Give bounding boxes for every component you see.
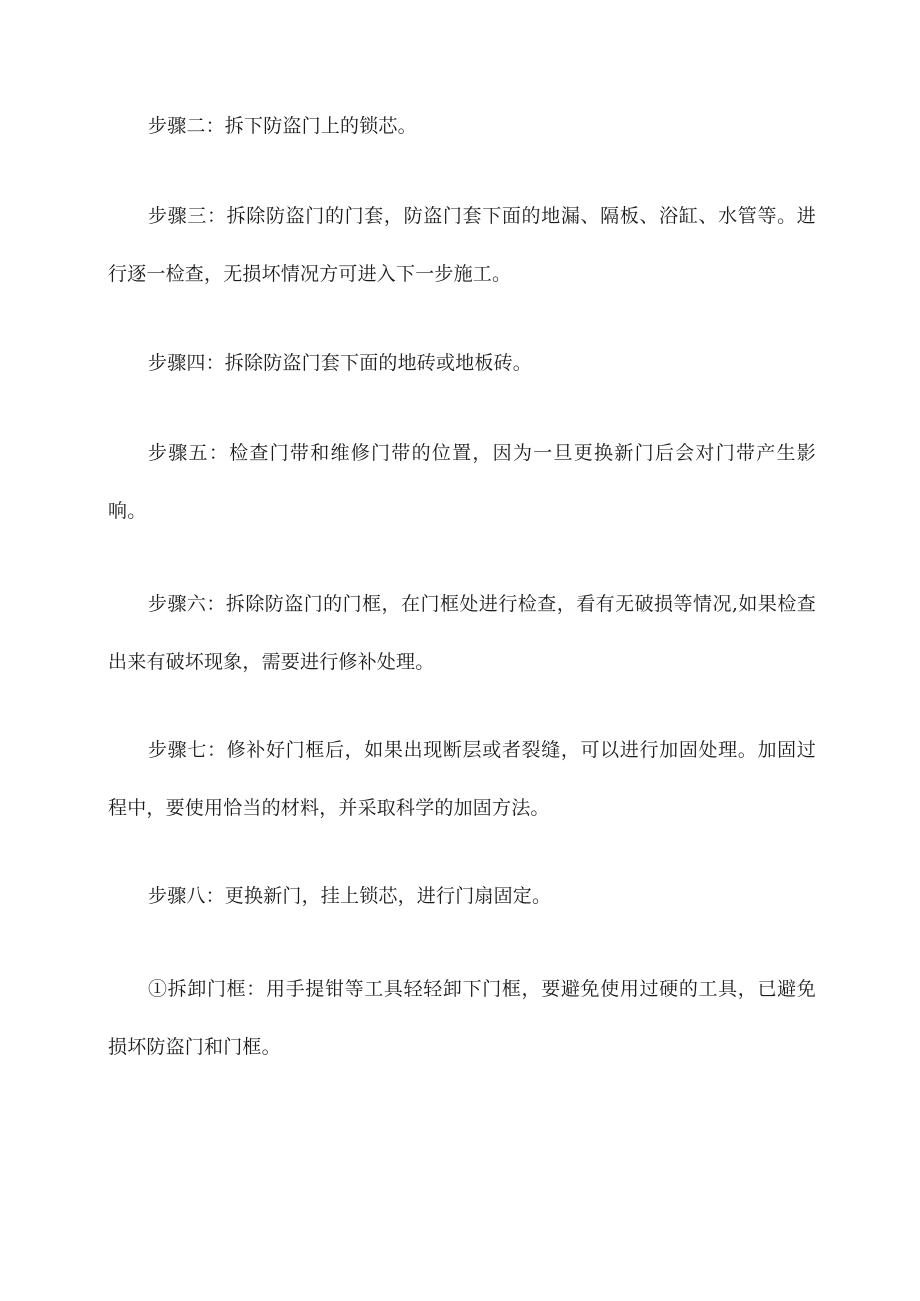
step-3-paragraph: 步骤三：拆除防盗门的门套，防盗门套下面的地漏、隔板、浴缸、水管等。进行逐一检查，无损坏情况方可进入下一步施工。 [108,205,816,285]
step-6-paragraph: 步骤六：拆除防盗门的门框，在门框处进行检查，看有无破损等情况,如果检查出来有破坏现象，需要进行修补处理。 [108,593,816,673]
step-4-paragraph: 步骤四：拆除防盗门套下面的地砖或地板砖。 [148,352,533,374]
step-7-paragraph: 步骤七：修补好门框后，如果出现断层或者裂缝，可以进行加固处理。加固过程中，要使用恰当的材料，并采取科学的加固方法。 [108,739,816,819]
remove-door-frame-paragraph: ①拆卸门框：用手提钳等工具轻轻卸下门框，要避免使用过硬的工具，已避免损坏防盗门和门框。 [108,978,816,1058]
step-5-paragraph: 步骤五：检查门带和维修门带的位置，因为一旦更换新门后会对门带产生影响。 [108,442,816,522]
step-8-paragraph: 步骤八：更换新门，挂上锁芯，进行门扇固定。 [148,885,552,907]
step-2-paragraph: 步骤二：拆下防盗门上的锁芯。 [148,115,417,137]
